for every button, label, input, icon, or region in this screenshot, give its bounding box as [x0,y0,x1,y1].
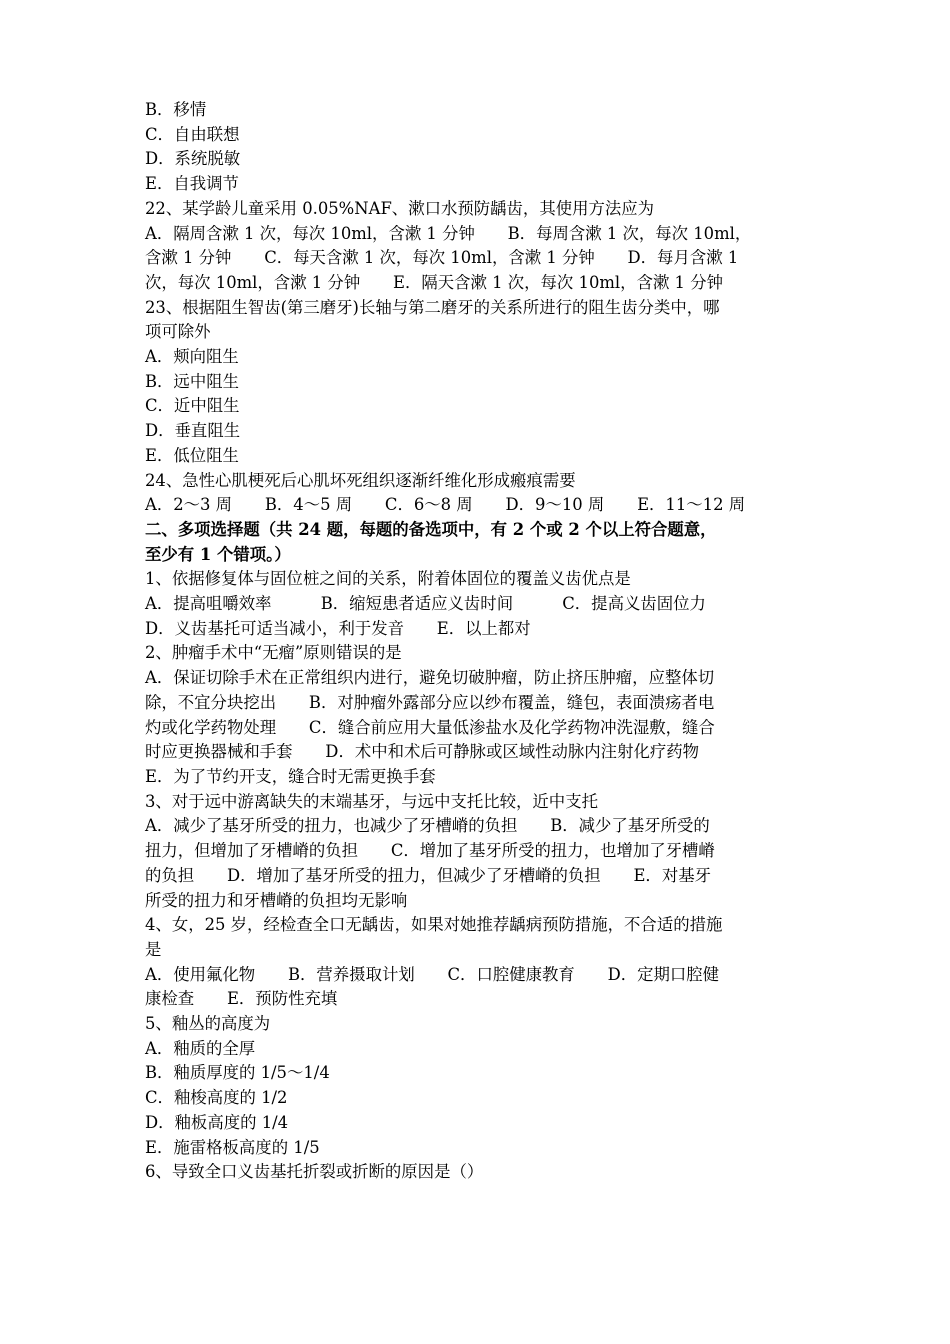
multi-question-5-stem: 5、釉丛的高度为 [145,1014,271,1034]
option-d: D．系统脱敏 [145,149,241,169]
question-22-options-line-1: A．隔周含漱 1 次，每次 10ml，含漱 1 分钟 B．每周含漱 1 次，每次 10ml， [145,223,752,243]
question-23-stem-line-2: 项可除外 [145,322,211,342]
multi-question-4-options-line-2: 康检查 E．预防性充填 [145,989,338,1009]
multi-question-2-options-line-5: E．为了节约开支，缝合时无需更换手套 [145,766,436,786]
option-b: B．移情 [145,100,207,119]
multi-question-2-options-line-2: 除，不宜分块挖出 B．对肿瘤外露部分应以纱布覆盖，缝包，表面溃疡者电 [145,692,715,712]
multi-question-5-option-d: D．釉板高度的 1/4 [145,1112,289,1132]
question-22-options-line-2: 含漱 1 分钟 C．每天含漱 1 次，每次 10ml，含漱 1 分钟 D．每月含漱 1 [145,248,739,268]
multi-question-3-options-line-2: 扭力，但增加了牙槽嵴的负担 C．增加了基牙所受的扭力，也增加了牙槽嵴 [145,841,715,861]
multi-question-4-stem-line-1: 4、女，25 岁，经检查全口无龋齿，如果对她推荐龋病预防措施，不合适的措施 [145,915,723,935]
question-23-option-c: C．近中阻生 [145,396,240,416]
multi-question-2-options-line-4: 时应更换器械和手套 D．术中和术后可静脉或区域性动脉内注射化疗药物 [145,742,700,762]
question-22-stem: 22、某学龄儿童采用 0.05%NAF、漱口水预防龋齿，其使用方法应为 [145,198,655,218]
multi-question-1-options-line-1: A．提高咀嚼效率 B．缩短患者适应义齿时间 C．提高义齿固位力 [145,594,706,614]
multi-question-4-stem-line-2: 是 [145,939,162,959]
question-24-stem: 24、急性心肌梗死后心肌坏死组织逐渐纤维化形成瘢痕需要 [145,470,576,490]
multi-question-5-option-c: C．釉梭高度的 1/2 [145,1088,288,1108]
section-2-header-line-2: 至少有 1 个错项。） [145,544,291,564]
question-23-option-d: D．垂直阻生 [145,421,241,441]
question-23-stem-line-1: 23、根据阻生智齿(第三磨牙)长轴与第二磨牙的关系所进行的阻生齿分类中，哪 [145,297,720,317]
multi-question-1-stem: 1、依据修复体与固位桩之间的关系，附着体固位的覆盖义齿优点是 [145,569,631,589]
multi-question-1-options-line-2: D．义齿基托可适当减小，利于发音 E．以上都对 [145,618,531,638]
multi-question-3-options-line-1: A．减少了基牙所受的扭力，也减少了牙槽嵴的负担 B．减少了基牙所受的 [145,816,710,836]
multi-question-2-options-line-1: A．保证切除手术在正常组织内进行，避免切破肿瘤，防止挤压肿瘤，应整体切 [145,668,715,688]
question-23-option-a: A．颊向阻生 [145,347,239,367]
question-24-options: A．2～3 周 B．4～5 周 C．6～8 周 D．9～10 周 E．11～12 周 [145,495,746,515]
multi-question-3-options-line-4: 所受的扭力和牙槽嵴的负担均无影响 [145,890,408,910]
multi-question-4-options-line-1: A．使用氟化物 B．营养摄取计划 C．口腔健康教育 D．定期口腔健 [145,964,720,984]
question-23-option-e: E．低位阻生 [145,445,239,465]
multi-question-3-options-line-3: 的负担 D．增加了基牙所受的扭力，但减少了牙槽嵴的负担 E．对基牙 [145,865,711,885]
question-23-option-b: B．远中阻生 [145,371,239,391]
section-2-header-line-1: 二、多项选择题（共 24 题，每题的备选项中，有 2 个或 2 个以上符合题意， [145,519,717,539]
multi-question-3-stem: 3、对于远中游离缺失的末端基牙，与远中支托比较，近中支托 [145,791,598,811]
option-c: C．自由联想 [145,124,240,144]
option-e: E．自我调节 [145,174,239,194]
question-22-options-line-3: 次，每次 10ml，含漱 1 分钟 E．隔天含漱 1 次，每次 10ml，含漱 1 分钟 [145,272,723,292]
multi-question-2-options-line-3: 灼或化学药物处理 C．缝合前应用大量低渗盐水及化学药物冲洗湿敷，缝合 [145,717,715,737]
document-page [145,98,813,1185]
multi-question-5-option-b: B．釉质厚度的 1/5～1/4 [145,1063,330,1083]
multi-question-5-option-e: E．施雷格板高度的 1/5 [145,1137,320,1157]
multi-question-5-option-a: A．釉质的全厚 [145,1038,256,1058]
multi-question-6-stem: 6、导致全口义齿基托折裂或折断的原因是（） [145,1162,484,1182]
multi-question-2-stem: 2、肿瘤手术中“无瘤”原则错误的是 [145,643,402,663]
